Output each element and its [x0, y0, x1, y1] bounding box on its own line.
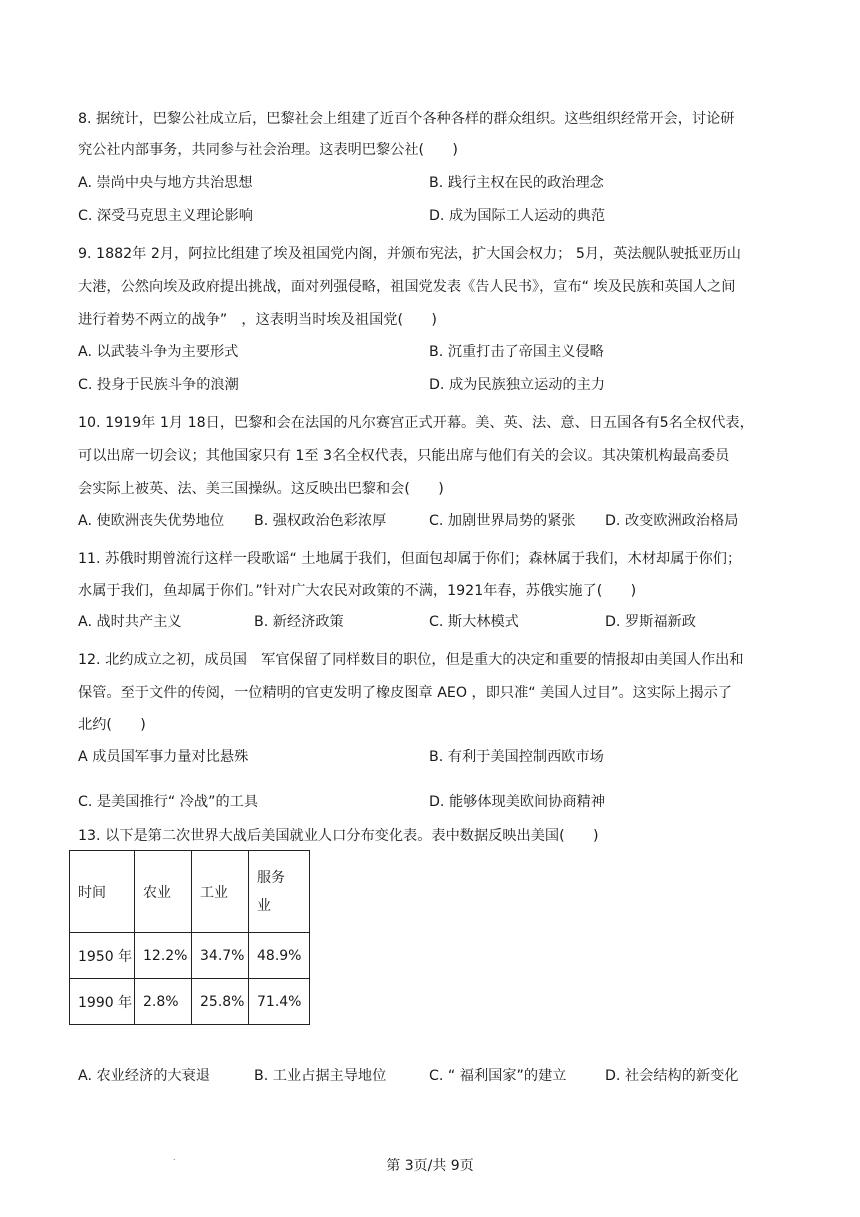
q11-option-a: A. 战时共产主义 — [78, 614, 182, 630]
q10-stem-line-1: 10. 1919年 1月 18日，巴黎和会在法国的凡尔赛宫正式开幕。美、英、法、意、日五国各有5名全权代表， — [78, 415, 754, 431]
page-number: 第 3页/共 9页 — [386, 1158, 474, 1174]
q12-option-b: B. 有利于美国控制西欧市场 — [429, 749, 604, 765]
q12-stem-line-1: 12. 北约成立之初，成员国 军官保留了同样数目的职位，但是重大的决定和重要的情报却由美国人作出和 — [78, 652, 744, 668]
q9-stem-line-3: 进行着势不两立的战争” ，这表明当时埃及祖国党( ) — [78, 312, 437, 328]
table-cell: 34.7% — [192, 933, 249, 979]
q12-option-c: C. 是美国推行“ 冷战”的工具 — [78, 794, 259, 810]
table-cell: 48.9% — [249, 933, 310, 979]
q12-option-d: D. 能够体现美欧间协商精神 — [429, 794, 606, 810]
q8-option-c: C. 深受马克思主义理论影响 — [78, 208, 253, 224]
q10-option-c: C. 加剧世界局势的紧张 — [429, 513, 576, 529]
q13-stem-line-1: 13. 以下是第二次世界大战后美国就业人口分布变化表。表中数据反映出美国( ) — [78, 828, 599, 844]
table-cell: 1990 年 — [70, 979, 135, 1025]
table-header-row — [70, 851, 310, 933]
q9-stem-line-2: 大港，公然向埃及政府提出挑战，面对列强侵略，祖国党发表《告人民书》，宣布“ 埃及民族和英国人之间 — [78, 279, 736, 295]
table-cell: 12.2% — [135, 933, 192, 979]
q13-option-d: D. 社会结构的新变化 — [605, 1068, 739, 1084]
table-header-cell: 工业 — [192, 851, 249, 933]
table-header-cell: 服务 业 — [249, 851, 310, 933]
table-cell: 1950 年 — [70, 933, 135, 979]
q12-stem-line-2: 保管。至于文件的传阅，一位精明的官吏发明了橡皮图章 AEO ，即只准“ 美国人过目”。这实际上揭示了 — [78, 685, 732, 701]
q9-option-c: C. 投身于民族斗争的浪潮 — [78, 377, 239, 393]
q13-option-c: C. “ 福利国家”的建立 — [429, 1068, 567, 1084]
q10-stem-line-2: 可以出席一切会议；其他国家只有 1至 3名全权代表，只能出席与他们有关的会议。其决策机构最高委员 — [78, 448, 730, 464]
q11-option-b: B. 新经济政策 — [254, 614, 344, 630]
q9-option-d: D. 成为民族独立运动的主力 — [429, 377, 606, 393]
table-header-cell: 时间 — [70, 851, 135, 933]
table-cell: 25.8% — [192, 979, 249, 1025]
q8-option-d: D. 成为国际工人运动的典范 — [429, 208, 606, 224]
q13-option-b: B. 工业占据主导地位 — [254, 1068, 387, 1084]
q8-stem-line-1: 8. 据统计，巴黎公社成立后，巴黎社会上组建了近百个各种各样的群众组织。这些组织经常开会，讨论研 — [78, 111, 735, 127]
q10-option-b: B. 强权政治色彩浓厚 — [254, 513, 387, 529]
q8-option-b: B. 践行主权在民的政治理念 — [429, 175, 604, 191]
q8-stem-line-2: 究公社内部事务，共同参与社会治理。这表明巴黎公社( ) — [78, 142, 458, 158]
table-cell: 2.8% — [135, 979, 192, 1025]
q9-option-b: B. 沉重打击了帝国主义侵略 — [429, 344, 604, 360]
table-cell: 71.4% — [249, 979, 310, 1025]
q11-stem-line-2: 水属于我们，鱼却属于你们。”针对广大农民对政策的不满，1921年春，苏俄实施了( ) — [78, 583, 637, 599]
q8-option-a: A. 崇尚中央与地方共治思想 — [78, 175, 253, 191]
employment-table — [69, 850, 310, 1025]
q12-option-a: A 成员国军事力量对比悬殊 — [78, 749, 249, 765]
q11-option-d: D. 罗斯福新政 — [605, 614, 696, 630]
footer-dot: . — [173, 1153, 176, 1162]
q9-stem-line-1: 9. 1882年 2月，阿拉比组建了埃及祖国党内阁，并颁布宪法，扩大国会权力； 5月，英法舰队驶抵亚历山 — [78, 246, 741, 262]
q11-stem-line-1: 11. 苏俄时期曾流行这样一段歌谣“ 土地属于我们，但面包却属于你们；森林属于我们，木材却属于你们； — [78, 551, 742, 567]
q10-stem-line-3: 会实际上被英、法、美三国操纵。这反映出巴黎和会( ) — [78, 481, 444, 497]
q11-option-c: C. 斯大林模式 — [429, 614, 519, 630]
q12-stem-line-3: 北约( ) — [78, 717, 146, 733]
table-header-cell: 农业 — [135, 851, 192, 933]
q9-option-a: A. 以武装斗争为主要形式 — [78, 344, 239, 360]
q13-option-a: A. 农业经济的大衰退 — [78, 1068, 210, 1084]
q10-option-a: A. 使欧洲丧失优势地位 — [78, 513, 225, 529]
q10-option-d: D. 改变欧洲政治格局 — [605, 513, 739, 529]
table-row — [70, 933, 310, 979]
table-row — [70, 979, 310, 1025]
